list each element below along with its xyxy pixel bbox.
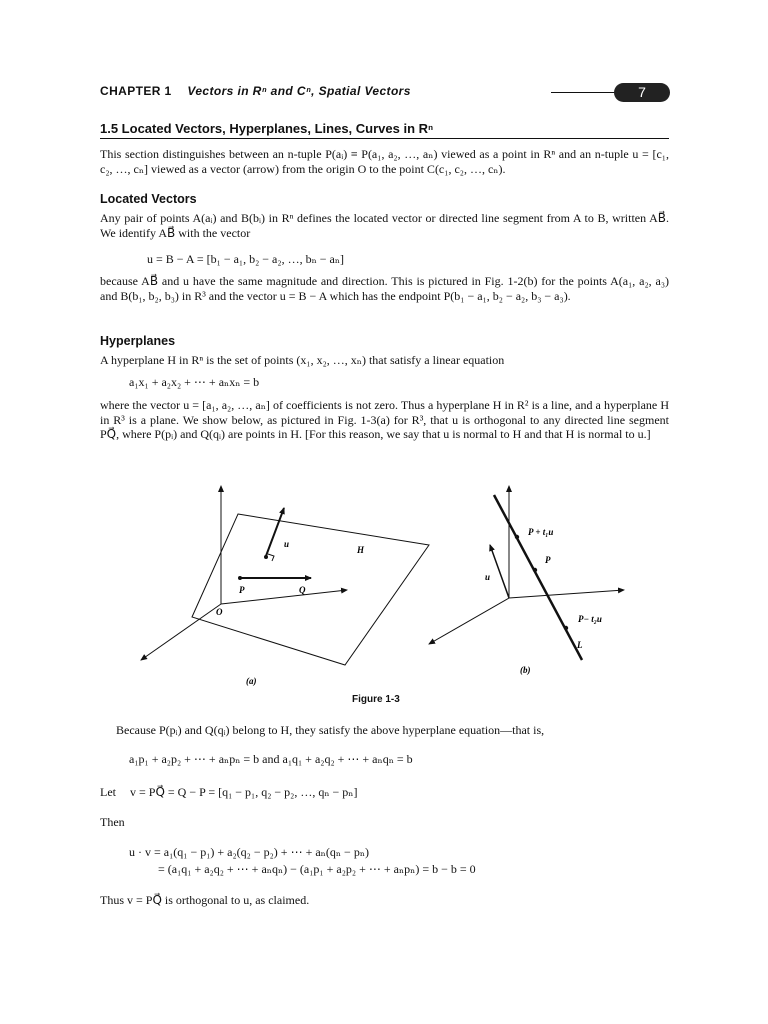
let-word: Let bbox=[100, 785, 116, 799]
subfigure-label-b: (b) bbox=[520, 665, 531, 675]
normal-vector-u-arrow bbox=[266, 508, 284, 556]
label-p-plus-t1u: P + t₁u bbox=[528, 527, 554, 537]
let-equation: v = PQ⃗ = Q − P = [q₁ − p₁, q₂ − p₂, …, qₙ − pₙ] bbox=[130, 785, 358, 799]
proof-equation-1: a₁p₁ + a₂p₂ + ⋯ + aₙpₙ = b and a₁q₁ + a₂q₂ + ⋯ + aₙqₙ = b bbox=[129, 752, 413, 766]
point-p-minus-dot bbox=[564, 626, 568, 630]
dot-product-line-1: u · v = a₁(q₁ − p₁) + a₂(q₂ − p₂) + ⋯ + aₙ(qₙ − pₙ) bbox=[129, 845, 369, 859]
figure-caption: Figure 1-3 bbox=[352, 694, 400, 705]
line-l bbox=[494, 495, 582, 660]
section-rule bbox=[100, 138, 669, 139]
running-header bbox=[100, 84, 411, 98]
then-word: Then bbox=[100, 815, 125, 829]
hyperplane-h-parallelogram bbox=[192, 514, 429, 665]
point-p-plus-dot bbox=[515, 535, 519, 539]
x-axis-arrow-a bbox=[141, 604, 221, 660]
located-vectors-equation: u = B − A = [b₁ − a₁, b₂ − a₂, …, bₙ − aₙ] bbox=[147, 252, 345, 266]
y-axis-arrow-b bbox=[509, 590, 624, 598]
label-q: Q bbox=[299, 585, 306, 595]
proof-intro: Because P(pᵢ) and Q(qᵢ) belong to H, they satisfy the above hyperplane equation—that is, bbox=[116, 723, 545, 737]
right-angle-mark bbox=[268, 554, 274, 561]
subfigure-label-a: (a) bbox=[246, 676, 257, 686]
located-vectors-paragraph-2: because AB⃗ and u have the same magnitude and direction. This is pictured in Fig. 1-2(b) for the points A(a₁, a₂, a₃) and B(b₁, b₂, b₃) in R³ and the vector u = B − A which has the endpoint P(b₁ − a₁, b₂ − a₂, b₃ − a₃). bbox=[100, 274, 669, 303]
label-u-b: u bbox=[485, 572, 491, 582]
proof-conclusion: Thus v = PQ⃗ is orthogonal to u, as claimed. bbox=[100, 893, 310, 907]
figure-b-diagram bbox=[429, 486, 624, 675]
x-axis-arrow-b bbox=[429, 598, 509, 644]
label-p-a: P bbox=[239, 585, 245, 595]
figure-1-3 bbox=[0, 470, 768, 710]
label-h: H bbox=[357, 545, 365, 555]
label-p-minus-t2u: P− t₂u bbox=[578, 614, 602, 624]
hyperplane-equation: a₁x₁ + a₂x₂ + ⋯ + aₙxₙ = b bbox=[129, 375, 260, 389]
label-p-b: P bbox=[545, 555, 551, 565]
hyperplanes-heading: Hyperplanes bbox=[100, 334, 176, 348]
label-line-l: L bbox=[577, 640, 583, 650]
chapter-subtitle: Vectors in Rⁿ and Cⁿ, Spatial Vectors bbox=[187, 84, 411, 98]
chapter-label: CHAPTER 1 bbox=[100, 84, 172, 98]
direction-vector-u-arrow bbox=[490, 545, 509, 598]
figure-a-diagram bbox=[141, 486, 429, 686]
label-origin-o: O bbox=[216, 607, 223, 617]
hyperplanes-paragraph-2: where the vector u = [a₁, a₂, …, aₙ] of coefficients is not zero. Thus a hyperplane H in R² is a line, and a hyperplane H in R³ is a plane. We show below, as pictured in Fig. 1-3(a) for R³, that u is orthogonal to any directed line segment PQ⃗, where P(pᵢ) and Q(qᵢ) are points in H. [For this reason, we say that u is normal to H and that H is normal to u.] bbox=[100, 398, 669, 441]
point-p-dot bbox=[238, 576, 242, 580]
dot-product-line-2: = (a₁q₁ + a₂q₂ + ⋯ + aₙqₙ) − (a₁p₁ + a₂p₂ + ⋯ + aₙpₙ) = b − b = 0 bbox=[158, 862, 476, 876]
page-number-badge: 7 bbox=[614, 83, 670, 102]
normal-vector-base-point bbox=[264, 555, 268, 559]
label-u-a: u bbox=[284, 539, 290, 549]
intro-paragraph: This section distinguishes between an n-tuple P(aᵢ) ≡ P(a₁, a₂, …, aₙ) viewed as a point in Rⁿ and an n-tuple u = [c₁, c₂, …, cₙ] viewed as a vector (arrow) from the origin O to the point C(c₁, c₂, …, cₙ). bbox=[100, 147, 669, 176]
located-vectors-paragraph-1: Any pair of points A(aᵢ) and B(bᵢ) in Rⁿ defines the located vector or directed line segment from A to B, written AB⃗. We identify AB⃗ with the vector bbox=[100, 211, 669, 240]
located-vectors-heading: Located Vectors bbox=[100, 192, 197, 206]
section-title: 1.5 Located Vectors, Hyperplanes, Lines, Curves in Rⁿ bbox=[100, 121, 434, 136]
point-p-b-dot bbox=[533, 568, 537, 572]
hyperplanes-paragraph-1: A hyperplane H in Rⁿ is the set of points (x₁, x₂, …, xₙ) that satisfy a linear equation bbox=[100, 353, 505, 367]
